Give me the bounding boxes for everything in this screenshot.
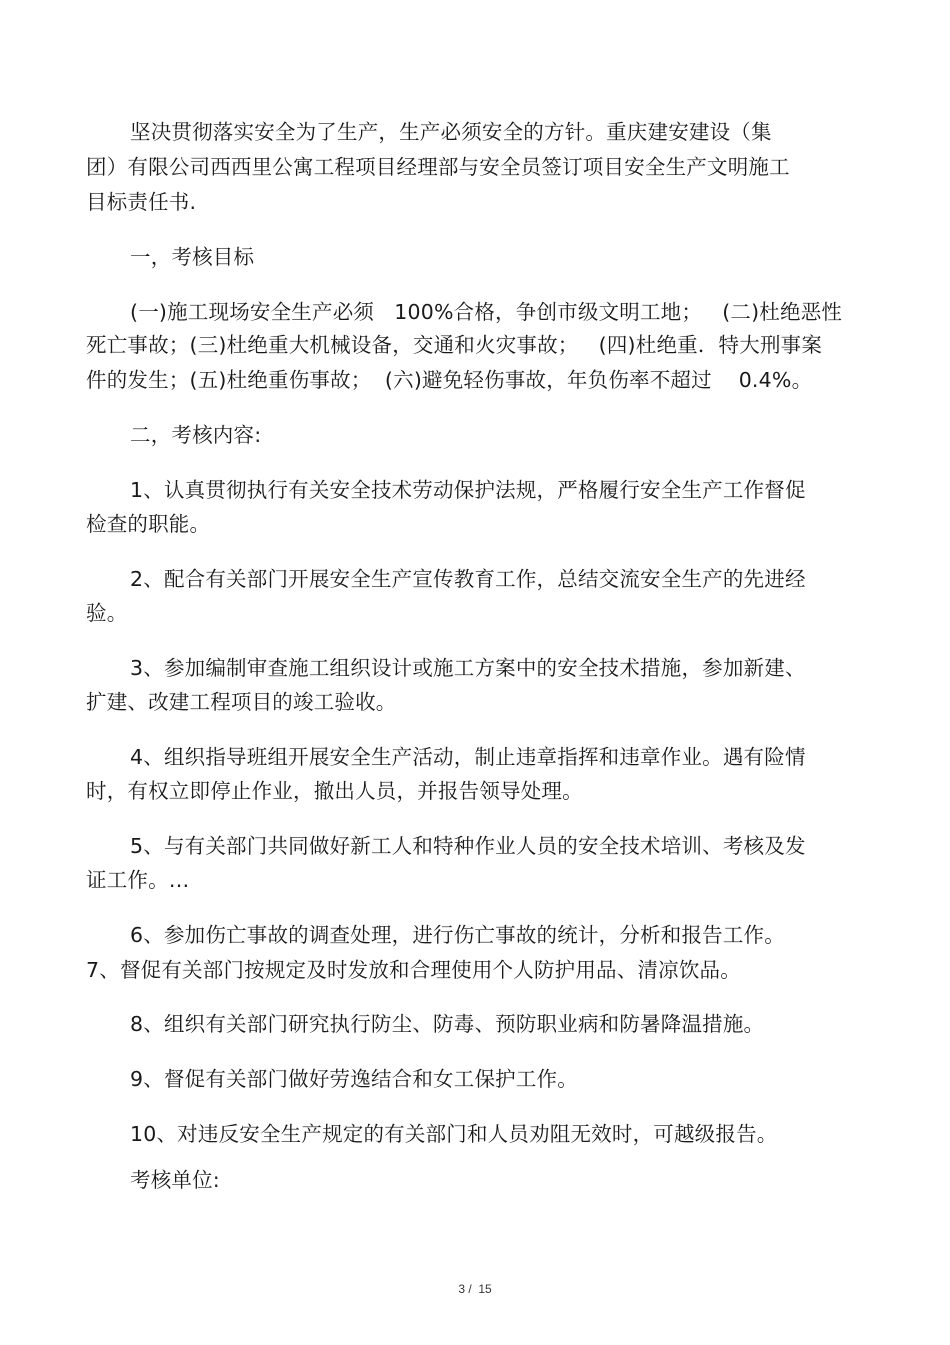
- item4-line-1: 4、组织指导班组开展安全生产活动，制止违章指挥和违章作业。遇有险情: [130, 745, 806, 769]
- item6: 6、参加伤亡事故的调查处理，进行伤亡事故的统计，分析和报告工作。: [130, 923, 785, 947]
- item2-line-1: 2、配合有关部门开展安全生产宣传教育工作，总结交流安全生产的先进经: [130, 567, 806, 591]
- item4-line-2: 时，有权立即停止作业，撤出人员，并报告领导处理。: [86, 779, 583, 803]
- item3-line-1: 3、参加编制审查施工组织设计或施工方案中的安全技术措施，参加新建、: [130, 656, 806, 680]
- section2-heading: 二，考核内容:: [130, 423, 262, 447]
- intro-line-2: 团）有限公司西西里公寓工程项目经理部与安全员签订项目安全生产文明施工: [86, 155, 790, 179]
- item5-line-1: 5、与有关部门共同做好新工人和特种作业人员的安全技术培训、考核及发: [130, 834, 806, 858]
- section1-line-2: 死亡事故；(三)杜绝重大机械设备，交通和火灾事故； (四)杜绝重．特大刑事案: [86, 333, 823, 357]
- item2-line-2: 验。: [86, 601, 128, 625]
- intro-line-3: 目标责任书.: [86, 190, 197, 214]
- item10: 10、对违反安全生产规定的有关部门和人员劝阻无效时，可越级报告。: [130, 1122, 778, 1146]
- item9: 9、督促有关部门做好劳逸结合和女工保护工作。: [130, 1067, 578, 1091]
- item8: 8、组织有关部门研究执行防尘、防毒、预防职业病和防暑降温措施。: [130, 1012, 765, 1036]
- intro-line-1: 坚决贯彻落实安全为了生产，生产必须安全的方针。重庆建安建设（集: [130, 120, 772, 144]
- item5-line-2: 证工作。…: [86, 868, 190, 892]
- item1-line-2: 检查的职能。: [86, 512, 211, 536]
- page-indicator: 3 / 15: [458, 1282, 492, 1296]
- signature-label: 考核单位:: [130, 1168, 220, 1192]
- item7: 7、督促有关部门按规定及时发放和合理使用个人防护用品、清凉饮品。: [86, 958, 741, 982]
- section1-line-3: 件的发生；(五)杜绝重伤事故； (六)避免轻伤事故，年负伤率不超过 0.4%。: [86, 368, 813, 392]
- item3-line-2: 扩建、改建工程项目的竣工验收。: [86, 690, 397, 714]
- section1-heading: 一，考核目标: [130, 245, 255, 269]
- item1-line-1: 1、认真贯彻执行有关安全技术劳动保护法规，严格履行安全生产工作督促: [130, 478, 806, 502]
- section1-line-1: (一)施工现场安全生产必须 100%合格，争创市级文明工地； (二)杜绝恶性: [130, 300, 843, 324]
